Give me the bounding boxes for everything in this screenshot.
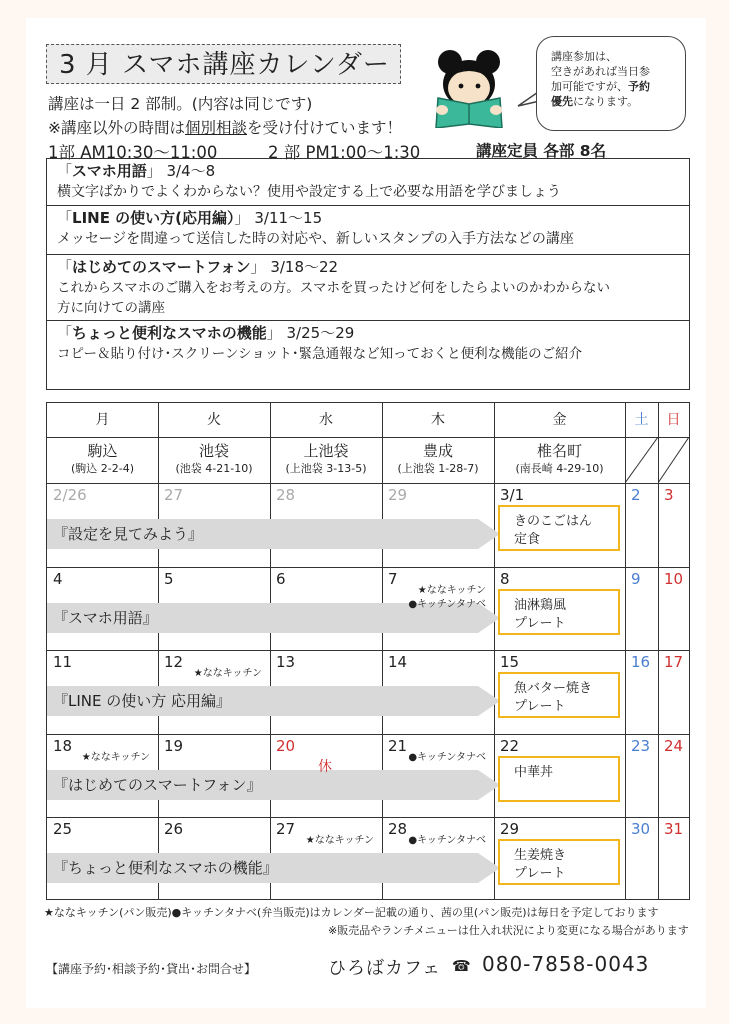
holiday-mark: 休 — [318, 758, 332, 775]
bubble-line-4-post: になります。 — [573, 95, 639, 108]
course-title: 「スマホ用語」 3/4～8 — [57, 162, 216, 180]
location-cell — [382, 437, 494, 483]
date-number: 4 — [53, 569, 63, 588]
course-label: 『スマホ用語』 — [53, 608, 158, 627]
calendar-grid — [46, 402, 690, 900]
speech-bubble — [536, 36, 686, 131]
date-number: 22 — [500, 736, 520, 755]
course-desc: 横文字ばかりでよくわからない？使用や設定する上で必要な用語を学びましょう — [57, 184, 561, 200]
capacity: 講座定員 各部 8名 — [476, 142, 607, 160]
course-desc: これからスマホのご購入をお考えの方。スマホを買ったけど何をしたらよいのかわからない — [57, 280, 610, 296]
menu-note: ※販売品やランチメニューは仕入れ状況により変更になる場合があります — [328, 924, 689, 937]
location-name: 豊成 — [422, 442, 453, 460]
contact-name: ひろばカフェ — [328, 958, 442, 979]
date-number: 28 — [388, 820, 408, 839]
bubble-line-1: 講座参加は、 — [551, 50, 617, 63]
bubble-line-4-bold: 優先 — [551, 95, 573, 108]
day-header: 水 — [319, 412, 333, 428]
date-number: 27 — [164, 486, 184, 504]
date-number: 29 — [388, 486, 408, 504]
vendor-label: ●キッチンタナベ — [408, 751, 486, 763]
bubble-line-4 — [551, 94, 675, 109]
date-number: 6 — [276, 569, 286, 588]
vendor-label: ●キッチンタナベ — [408, 835, 486, 847]
header-line-1: 講座は一日 2 部制。(内容は同じです) — [48, 95, 313, 113]
location-cell — [494, 437, 625, 483]
vendor-label: ★ななキッチン — [193, 668, 262, 680]
course-row — [47, 159, 689, 206]
date-number: 5 — [164, 569, 174, 588]
date-number: 11 — [53, 653, 73, 672]
course-row — [47, 321, 689, 389]
course-label: 『はじめてのスマートフォン』 — [53, 775, 262, 794]
course-title: 「LINE の使い方(応用編）」 3/11～15 — [57, 209, 323, 227]
day-header: 金 — [552, 412, 567, 428]
grid-hline — [47, 567, 689, 568]
location-name: 駒込 — [87, 442, 118, 460]
vendor-label: ★ななキッチン — [305, 835, 374, 847]
flyer-page — [26, 18, 706, 1008]
date-number: 17 — [664, 653, 684, 672]
date-number: 9 — [631, 569, 641, 588]
date-number: 14 — [388, 653, 408, 672]
location-cell — [270, 437, 382, 483]
course-desc-2: 方に向けての講座 — [57, 300, 165, 316]
bubble-line-3-bold: 予約 — [628, 80, 650, 93]
session-1: 1部 AM10:30～11:00 — [48, 143, 218, 162]
course-label: 『ちょっと便利なスマホの機能』 — [53, 859, 278, 878]
page-title: 3 月 スマホ講座カレンダー — [46, 44, 401, 84]
bubble-line-3 — [551, 79, 675, 94]
date-number: 30 — [631, 820, 651, 839]
date-number: 25 — [53, 820, 73, 839]
date-number: 29 — [500, 820, 520, 839]
date-number: 31 — [664, 820, 684, 839]
location-cell — [158, 437, 270, 483]
lunch-menu: きのこごはん 定食 — [498, 505, 620, 551]
date-number: 12 — [164, 653, 184, 672]
date-number: 13 — [276, 653, 296, 672]
bubble-line-2: 空きがあれば当日参 — [551, 65, 650, 78]
date-number: 21 — [388, 736, 408, 755]
date-number: 7 — [388, 569, 398, 588]
grid-hline — [47, 483, 689, 484]
course-row — [47, 255, 689, 321]
session-2: 2 部 PM1:00～1:30 — [268, 143, 421, 162]
location-address: (池袋 4-21-10) — [175, 462, 253, 475]
location-address: (上池袋 1-28-7) — [397, 462, 479, 475]
date-number: 2 — [631, 486, 641, 504]
date-number: 26 — [164, 820, 184, 839]
date-number: 8 — [500, 569, 510, 588]
date-number: 2/26 — [53, 486, 87, 504]
date-number: 24 — [664, 736, 684, 755]
mascot-reading-icon — [428, 48, 518, 128]
phone-icon: ☎ — [452, 957, 471, 975]
date-number: 16 — [631, 653, 651, 672]
date-number: 18 — [53, 736, 73, 755]
course-title: 「はじめてのスマートフォン」 3/18～22 — [57, 258, 339, 276]
date-number: 15 — [500, 653, 520, 672]
vendor-label: ★ななキッチン — [417, 584, 486, 596]
course-title: 「ちょっと便利なスマホの機能」 3/25～29 — [57, 324, 355, 342]
vendor-label: ●キッチンタナベ — [408, 598, 486, 610]
header-line-2 — [48, 116, 402, 138]
weekend-slash-icon — [658, 437, 689, 483]
date-number: 28 — [276, 486, 296, 504]
contact-label: 【講座予約･相談予約･貸出･お問合せ】 — [46, 962, 257, 976]
lunch-menu: 中華丼 — [498, 756, 620, 802]
day-header: 土 — [634, 412, 649, 428]
course-label: 『設定を見てみよう』 — [53, 525, 204, 543]
location-address: (駒込 2-2-4) — [70, 462, 134, 475]
location-cell — [47, 437, 158, 483]
course-row — [47, 206, 689, 255]
date-number: 23 — [631, 736, 651, 755]
grid-hline — [47, 734, 689, 735]
course-desc: メッセージを間違って送信した時の対応や、新しいスタンプの入手方法などの講座 — [57, 231, 574, 247]
lunch-menu: 魚バター焼き プレート — [498, 672, 620, 718]
date-number: 3/1 — [500, 486, 525, 504]
day-header: 木 — [431, 412, 445, 428]
day-header: 火 — [207, 412, 221, 428]
course-label: 『LINE の使い方 応用編』 — [53, 692, 232, 711]
location-address: (上池袋 3-13-5) — [285, 462, 367, 475]
header-line-2-pre: ※講座以外の時間は — [48, 119, 185, 137]
course-desc: コピー＆貼り付け･スクリーンショット･緊急通報など知っておくと便利な機能のご紹介 — [57, 346, 583, 362]
location-name: 上池袋 — [303, 442, 349, 460]
day-header: 月 — [95, 412, 110, 428]
date-number: 19 — [164, 736, 184, 755]
bubble-line-3-pre: 加可能ですが、 — [551, 80, 628, 93]
date-number: 10 — [664, 569, 684, 588]
course-table — [46, 158, 690, 390]
date-number: 20 — [276, 736, 296, 755]
location-name: 椎名町 — [536, 442, 582, 460]
vendor-note: ★ななキッチン(パン販売)●キッチンタナベ(弁当販売)はカレンダー記載の通り、茜の里(パン販売)は毎日を予定しております — [44, 906, 659, 919]
location-address: (南長崎 4-29-10) — [515, 462, 604, 475]
day-header: 日 — [666, 412, 681, 428]
lunch-menu: 油淋鶏風 プレート — [498, 589, 620, 635]
date-number: 3 — [664, 486, 674, 504]
location-name: 池袋 — [198, 442, 229, 460]
header-line-2-post: を受け付けています！ — [247, 119, 403, 137]
contact-phone: 080-7858-0043 — [482, 952, 650, 976]
date-number: 27 — [276, 820, 296, 839]
weekend-slash-icon — [625, 437, 658, 483]
header-line-2-underline: 個別相談 — [185, 119, 248, 137]
vendor-label: ★ななキッチン — [81, 751, 150, 763]
grid-hline — [47, 650, 689, 651]
lunch-menu: 生姜焼き プレート — [498, 839, 620, 885]
grid-hline — [47, 817, 689, 818]
